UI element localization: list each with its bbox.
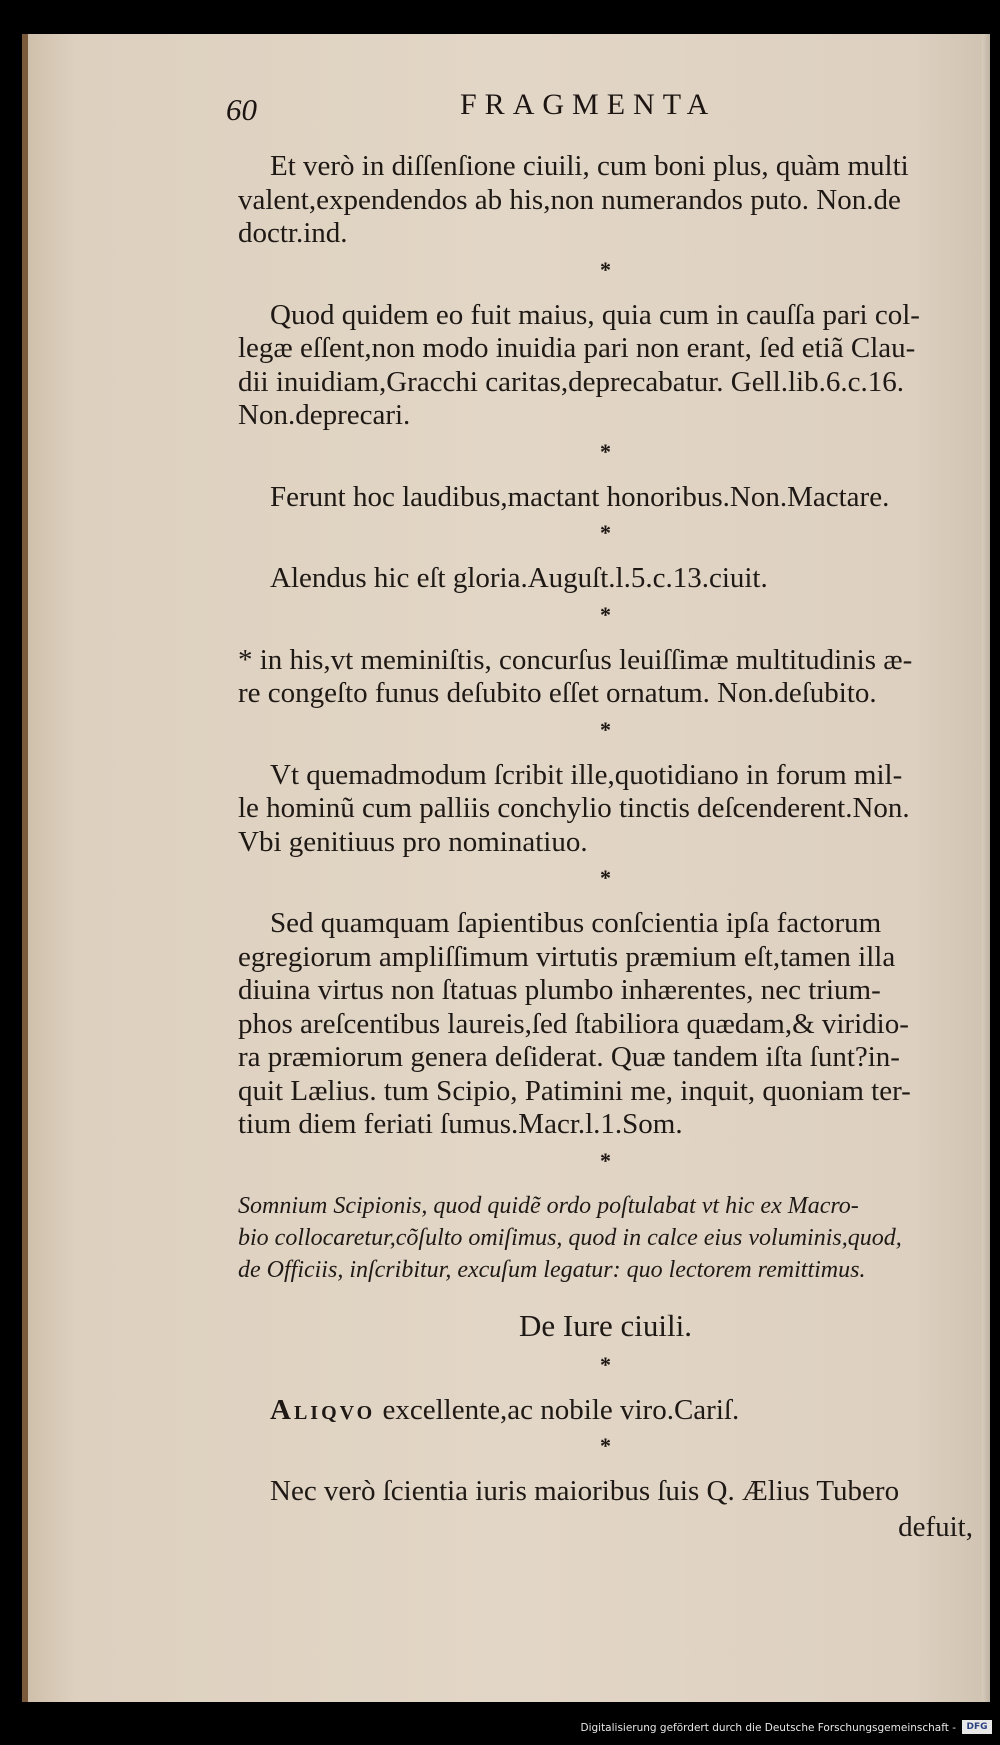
text-block <box>238 150 973 1544</box>
note-line: de Officiis, inſcribitur, excuſum legatur: quo lectorem remittimus. <box>238 1256 866 1283</box>
digitization-footer <box>0 1715 1000 1745</box>
text-line: dii inuidiam,Gracchi caritas,deprecabatur. Gell.lib.6.c.16. <box>238 365 904 398</box>
paragraph-2 <box>238 299 973 433</box>
running-head: FRAGMENTA <box>460 88 717 121</box>
section-heading: De Iure ciuili. <box>518 1307 692 1343</box>
page-number: 60 <box>226 92 257 127</box>
text-line: Non.deprecari. <box>238 399 411 431</box>
text-line: valent,expendendos ab his,non numerandos puto. Non.de <box>238 183 901 216</box>
separator-asterisk: * <box>600 601 611 627</box>
text-line: quit Lælius. tum Scipio, Patimini me, inquit, quoniam ter- <box>238 1074 911 1107</box>
small-caps-word: Aliqvo <box>270 1393 376 1426</box>
paragraph-1 <box>238 150 973 251</box>
text-line: diuina virtus non ſtatuas plumbo inhærentes, nec trium- <box>238 974 881 1006</box>
text-line: egregiorum ampliſſimum virtutis præmium eſt,tamen illa <box>238 940 896 973</box>
text-line: phos areſcentibus laureis,ſed ſtabiliora quædam,& viridio- <box>238 1007 909 1040</box>
paragraph-3 <box>238 481 973 515</box>
italic-note <box>238 1190 973 1286</box>
text-line <box>238 1394 973 1428</box>
separator-asterisk: * <box>600 438 611 464</box>
text-line: Ferunt hoc laudibus,mactant honoribus.Non.Mactare. <box>270 480 890 513</box>
page-header <box>210 70 790 130</box>
note-line: bio collocaretur,cõſulto omiſimus, quod in calce eius voluminis,quod, <box>238 1224 902 1251</box>
text-line: Alendus hic eſt gloria.Auguſt.l.5.c.13.ciuit. <box>270 562 768 594</box>
separator-asterisk: * <box>600 716 611 742</box>
separator-asterisk: * <box>600 520 611 545</box>
note-line: Somnium Scipionis, quod quidẽ ordo poſtulabat vt hic ex Macro- <box>238 1192 859 1219</box>
text-line: le hominũ cum palliis conchylio tinctis deſcenderent.Non. <box>238 792 910 824</box>
text-line: Sed quamquam ſapientibus conſcientia ipſa factorum <box>270 907 882 939</box>
section-paragraph-2 <box>238 1475 973 1509</box>
text-line: Vt quemadmodum ſcribit ille,quotidiano in forum mil- <box>270 758 903 791</box>
separator-asterisk: * <box>600 1147 611 1173</box>
text-run: excellente,ac nobile viro.Cariſ. <box>375 1393 740 1426</box>
page-edge <box>982 34 990 1702</box>
separator-asterisk: * <box>600 1433 611 1458</box>
funding-note: Digitalisierung gefördert durch die Deutsche Forschungsgemeinschaft - <box>580 1722 956 1734</box>
text-line: Quod quidem eo fuit maius, quia cum in cauſſa pari col- <box>270 298 920 331</box>
separator-asterisk: * <box>600 865 611 890</box>
paragraph-4 <box>238 562 973 596</box>
paragraph-5 <box>238 644 973 711</box>
text-line: tium diem feriati ſumus.Macr.l.1.Som. <box>238 1108 683 1140</box>
separator-asterisk: * <box>600 256 611 282</box>
text-line: re congeſto funus deſubito eſſet ornatum. Non.deſubito. <box>238 677 877 709</box>
section-paragraph-1 <box>238 1394 973 1428</box>
separator-asterisk: * <box>600 1351 611 1377</box>
catchword: defuit, <box>898 1510 973 1543</box>
dfg-logo-icon: DFG <box>962 1720 992 1734</box>
text-line: legæ eſſent,non modo inuidia pari non erant, ſed etiã Clau- <box>238 332 916 364</box>
text-line: Et verò in diſſenſione ciuili, cum boni plus, quàm multi <box>270 150 909 182</box>
text-line: ra præmiorum genera deſiderat. Quæ tandem iſta ſunt?in- <box>238 1041 900 1073</box>
text-line: doctr.ind. <box>238 217 348 249</box>
text-line: Vbi genitiuus pro nominatiuo. <box>238 825 588 858</box>
text-line: Nec verò ſcientia iuris maioribus ſuis Q. Ælius Tubero <box>270 1475 900 1507</box>
paragraph-7 <box>238 907 973 1142</box>
paragraph-6 <box>238 759 973 860</box>
text-line: * in his,vt meminiſtis, concurſus leuiſſimæ multitudinis æ- <box>238 643 913 676</box>
